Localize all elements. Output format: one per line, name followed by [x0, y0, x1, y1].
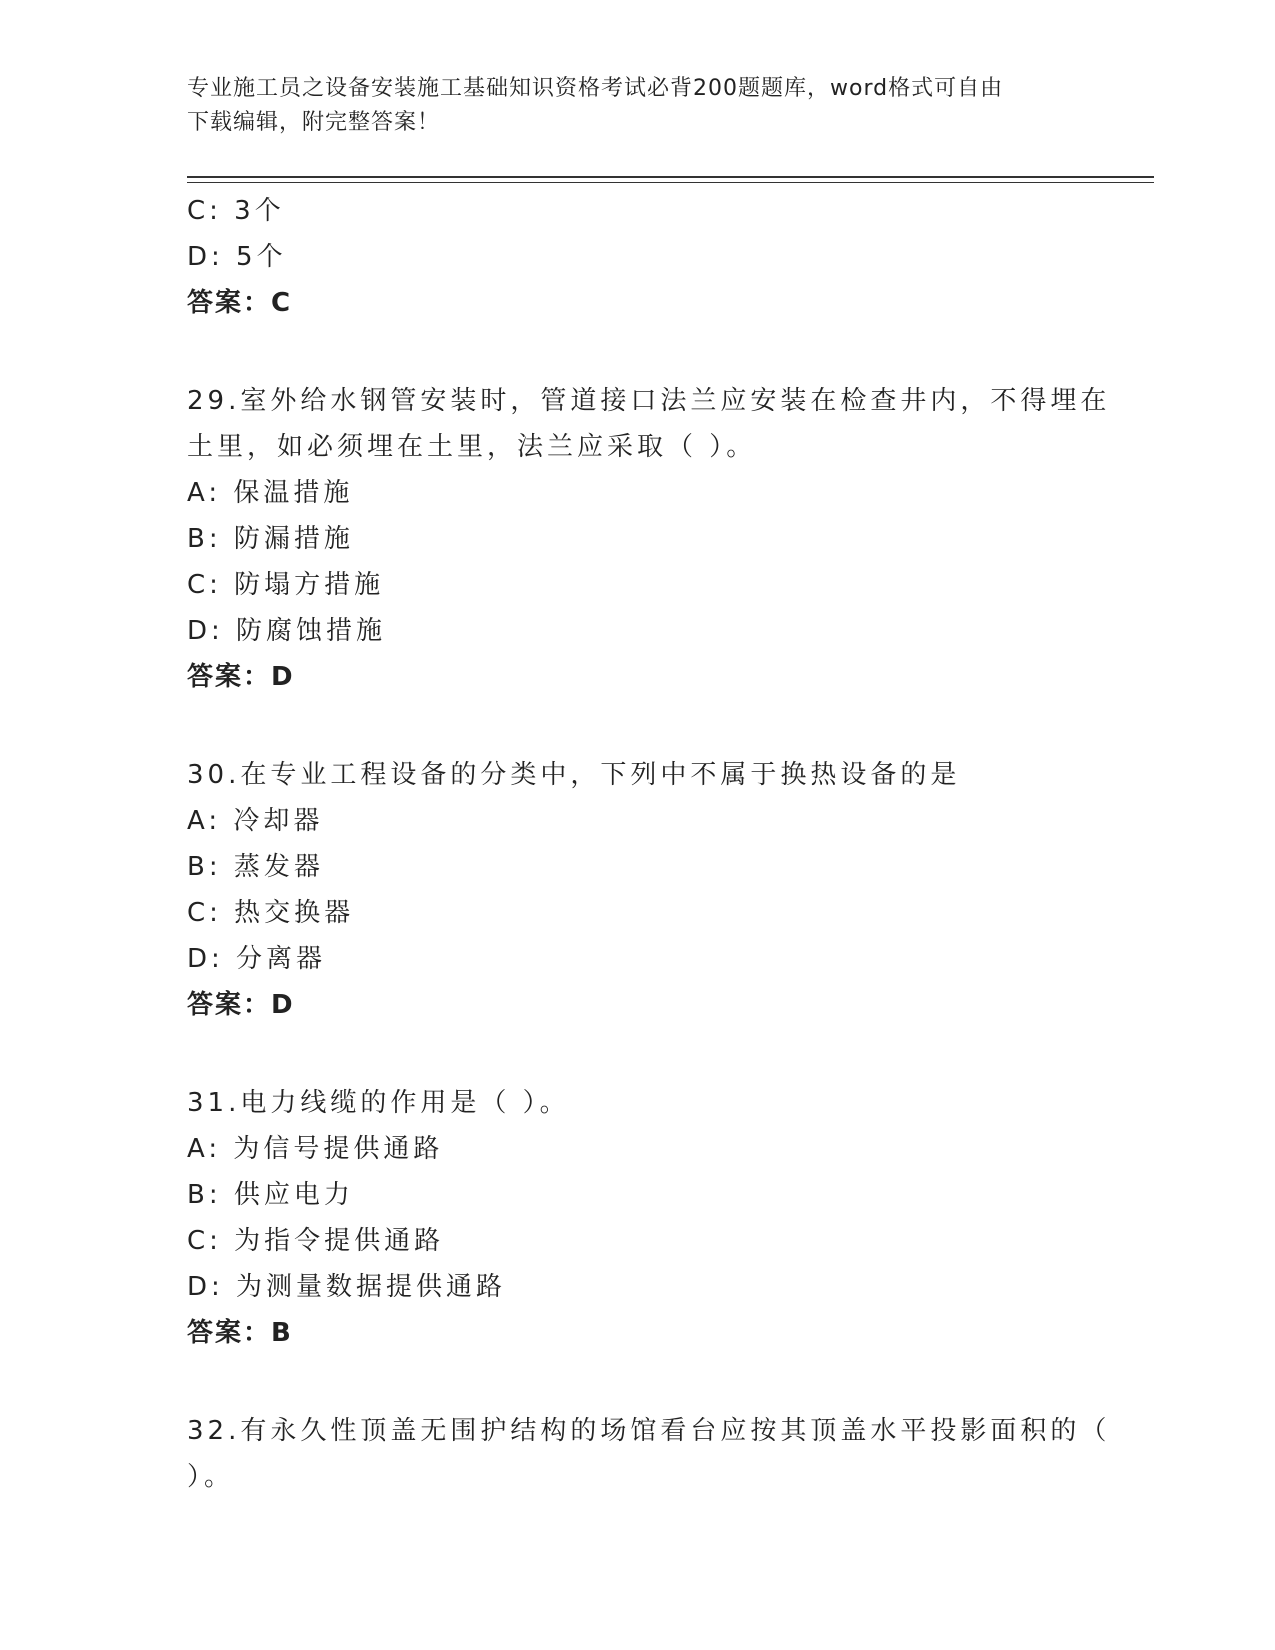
- option-a: A: 冷却器: [187, 806, 324, 836]
- option-d: D: 分离器: [187, 944, 327, 974]
- answer: 答案：D: [187, 990, 295, 1020]
- answer: 答案：C: [187, 288, 293, 318]
- header-divider-thick: [187, 176, 1154, 178]
- question-30: [187, 752, 1087, 1028]
- spacer: [187, 700, 1087, 752]
- answer: 答案：B: [187, 1318, 293, 1348]
- question-32: [187, 1408, 1111, 1500]
- option-b: B: 防漏措施: [187, 524, 354, 554]
- header-line-1: 专业施工员之设备安装施工基础知识资格考试必背200题题库，word格式可自由: [187, 76, 1004, 101]
- question-29: [187, 378, 1111, 700]
- header-divider-thin: [187, 182, 1154, 183]
- spacer: [187, 1028, 1087, 1080]
- option-a: A: 保温措施: [187, 478, 354, 508]
- question-text-line-1: 32.有永久性顶盖无围护结构的场馆看台应按其顶盖水平投影面积的（: [187, 1416, 1111, 1446]
- question-text-line-1: 30.在专业工程设备的分类中，下列中不属于换热设备的是: [187, 760, 961, 790]
- answer: 答案：D: [187, 662, 295, 692]
- question-text-line-2: 土里，如必须埋在土里，法兰应采取（ ）。: [187, 432, 757, 462]
- option-d: D: 5个: [187, 242, 287, 272]
- question-31: [187, 1080, 1087, 1356]
- option-c: C: 为指令提供通路: [187, 1226, 445, 1256]
- question-28-tail: [187, 188, 1087, 326]
- header-line-2: 下载编辑，附完整答案！: [187, 110, 441, 135]
- question-text-line-2: ）。: [187, 1462, 235, 1492]
- spacer: [187, 1356, 1087, 1408]
- option-d: D: 为测量数据提供通路: [187, 1272, 507, 1302]
- spacer: [187, 326, 1087, 378]
- question-text-line-1: 31.电力线缆的作用是（ ）。: [187, 1088, 570, 1118]
- option-d: D: 防腐蚀措施: [187, 616, 387, 646]
- option-a: A: 为信号提供通路: [187, 1134, 444, 1164]
- question-text-line-1: 29.室外给水钢管安装时，管道接口法兰应安装在检查井内，不得埋在: [187, 386, 1111, 416]
- option-c: C: 防塌方措施: [187, 570, 385, 600]
- question-list: [187, 188, 1111, 1500]
- option-c: C: 3个: [187, 196, 285, 226]
- option-b: B: 供应电力: [187, 1180, 354, 1210]
- option-c: C: 热交换器: [187, 898, 355, 928]
- option-b: B: 蒸发器: [187, 852, 324, 882]
- document-header: [187, 72, 1087, 140]
